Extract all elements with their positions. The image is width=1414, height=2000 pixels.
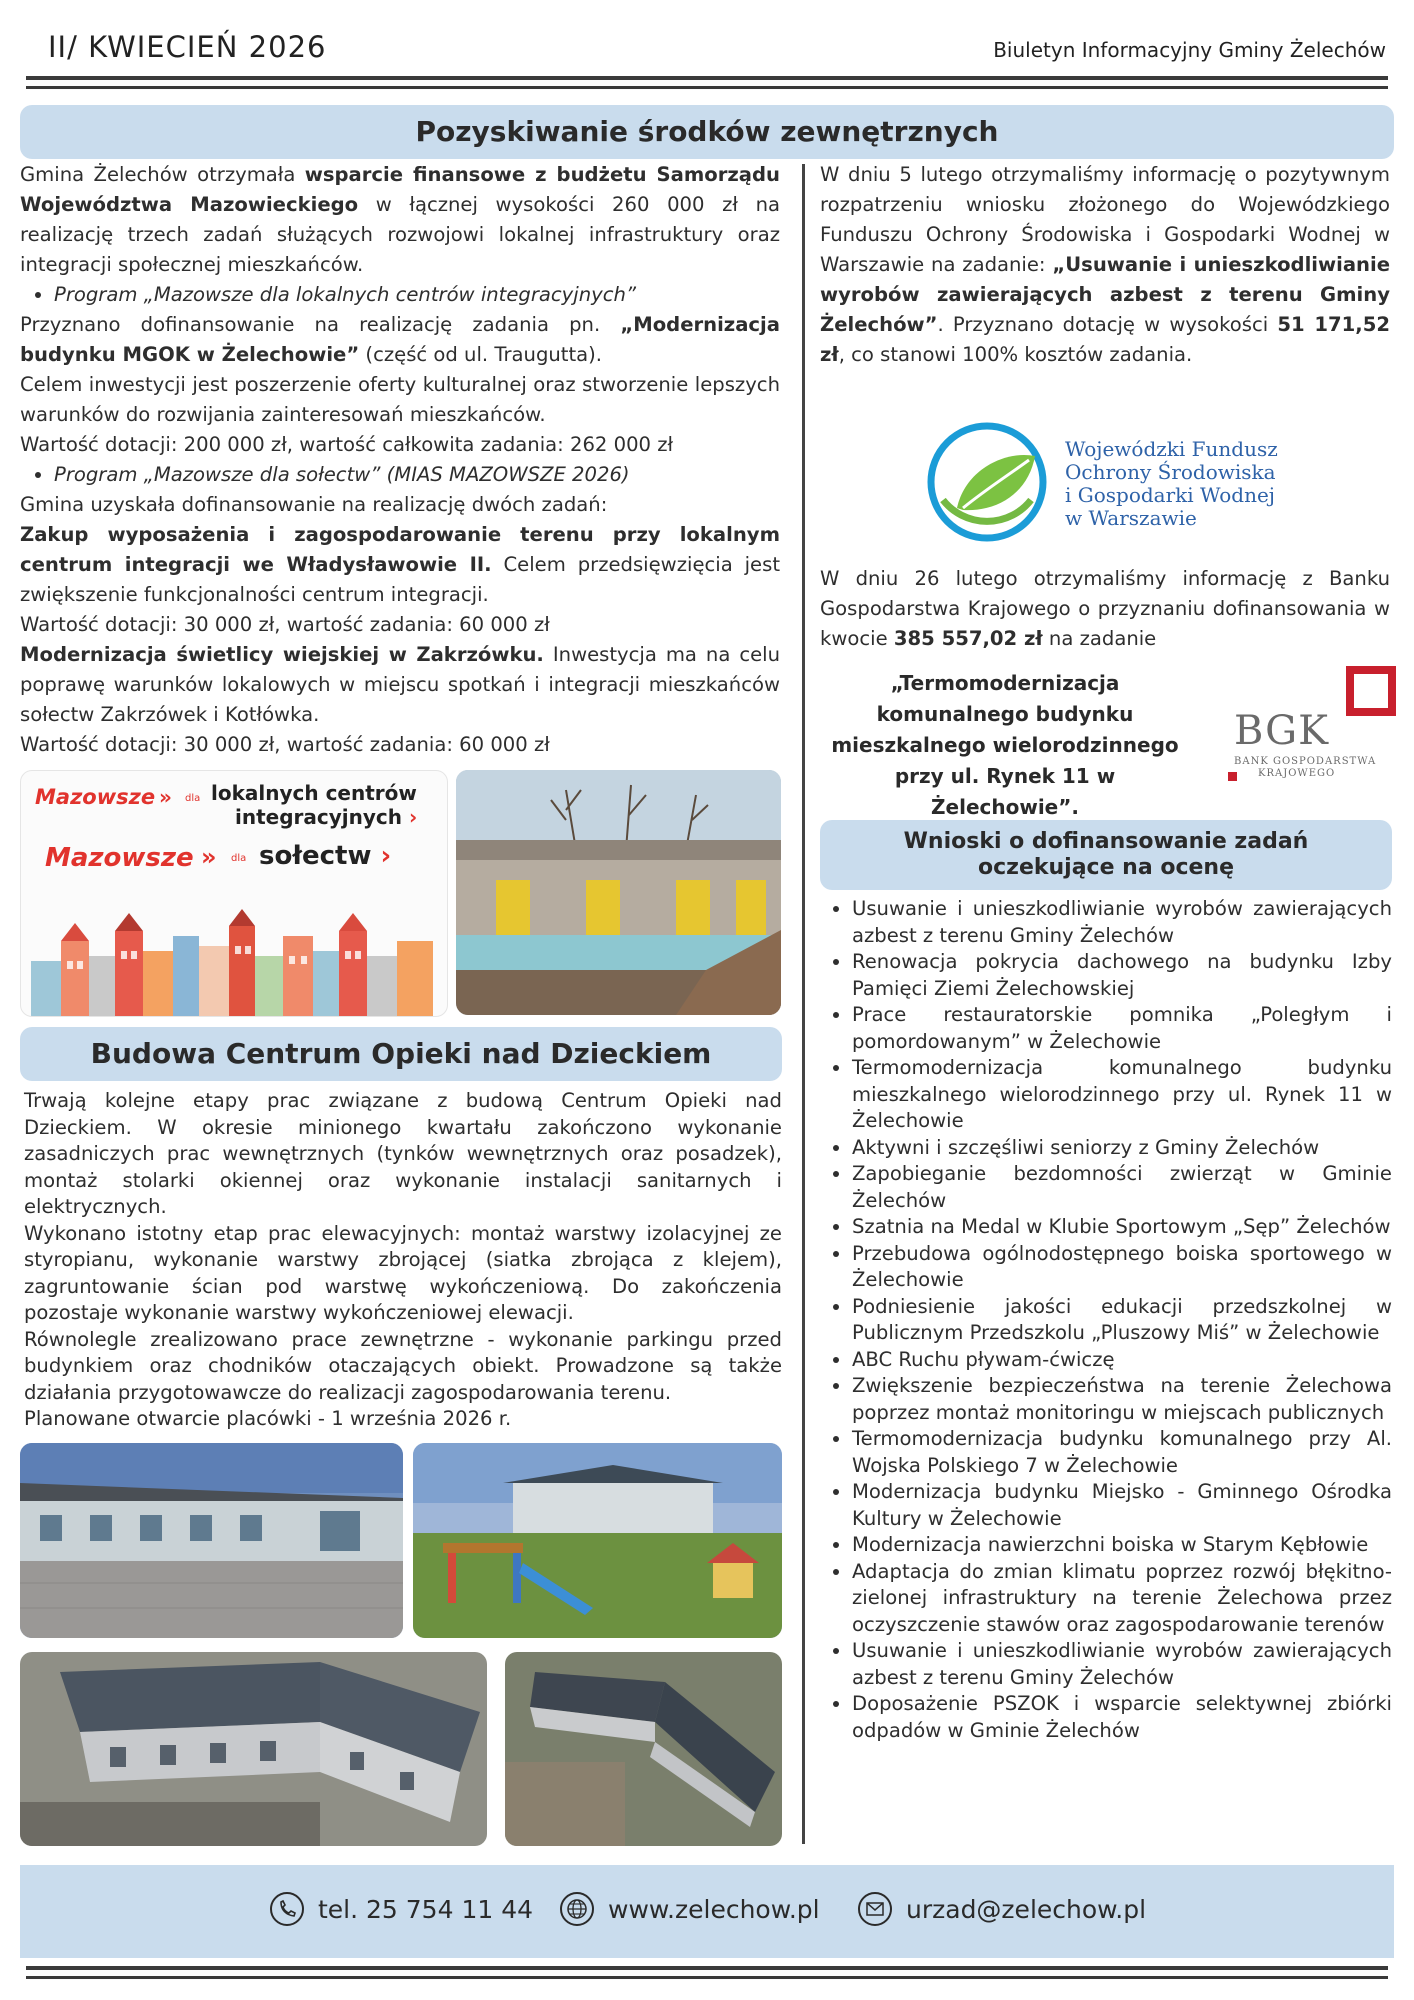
task-name-zakrzowek: Modernizacja świetlicy wiejskiej w Zakrzówku. bbox=[20, 643, 544, 666]
pending-application-item: • Usuwanie i unieszkodliwianie wyrobów zawierających azbest z terenu Gminy Żelechów bbox=[852, 896, 1392, 949]
text: Gmina uzyskała dofinansowanie na realizację dwóch zadań: bbox=[20, 493, 608, 516]
houses-illustration bbox=[21, 901, 447, 1016]
globe-icon bbox=[560, 1892, 594, 1926]
bgk-grant-text bbox=[820, 564, 1390, 654]
bgk-subtitle bbox=[1234, 756, 1376, 780]
pending-application-item: • Termomodernizacja komunalnego budynku mieszkalnego wielorodzinnego przy ul. Rynek 11 w Żelechowie bbox=[852, 1055, 1392, 1135]
pending-application-item: • Termomodernizacja budynku komunalnego przy Al. Wojska Polskiego 7 w Żelechowie bbox=[852, 1426, 1392, 1479]
mazowsze-brand: Mazowsze bbox=[45, 843, 194, 873]
logo-text-line: lokalnych centrów bbox=[211, 781, 417, 805]
chevron-icon: › bbox=[402, 805, 418, 829]
pending-application-item: • Modernizacja nawierzchni boiska w Starym Kębłowie bbox=[852, 1532, 1392, 1559]
logo-text-centers bbox=[211, 781, 417, 829]
opening-date-text: Planowane otwarcie placówki - 1 września 2026 r. bbox=[24, 1407, 512, 1430]
chevron-icon: » bbox=[201, 843, 217, 871]
community-center-construction-photo bbox=[456, 770, 781, 1015]
phone-icon bbox=[270, 1892, 304, 1926]
pending-application-item: • Usuwanie i unieszkodliwianie wyrobów zawierających azbest z terenu Gminy Żelechów bbox=[852, 1638, 1392, 1691]
task-name-asbestos: „Usuwanie i unieszkodliwianie wyrobów zawierających azbest z terenu Gminy Żelechów” bbox=[820, 253, 1390, 336]
phone-number: tel. 25 754 11 44 bbox=[318, 1894, 534, 1924]
text: Inwestycja ma na celu poprawę warunków lokalowych w miejscu spotkań i integracji mieszkańców sołectw Zakrzówek i Kotłówka. bbox=[20, 643, 781, 726]
program-bullet-solectwa: • Program „Mazowsze dla sołectw” (MIAS MAZOWSZE 2026) bbox=[54, 460, 780, 490]
logo-text-line: BANK GOSPODARSTWA bbox=[1234, 756, 1377, 767]
text: . Przyznano dotację w wysokości bbox=[937, 313, 1278, 336]
leaf-logo-icon bbox=[925, 420, 1050, 545]
pending-application-item: • Przebudowa ogólnodostępnego boiska sportowego w Żelechowie bbox=[852, 1241, 1392, 1294]
logo-text-line: KRAJOWEGO bbox=[1258, 768, 1336, 779]
contact-phone[interactable] bbox=[270, 1892, 533, 1926]
wfos-grant-text bbox=[820, 160, 1390, 370]
contact-email[interactable] bbox=[858, 1892, 1146, 1926]
text: w łącznej wysokości 260 000 zł na realizację trzech zadań służących rozwojowi lokalnej infrastruktury oraz integracji społecznej mieszkańców. bbox=[20, 193, 780, 276]
pending-application-item: • Doposażenie PSZOK i wsparcie selektywnej zbiórki odpadów w Gminie Żelechów bbox=[852, 1691, 1392, 1744]
funding-left-text bbox=[20, 160, 780, 760]
header-rule-bottom bbox=[26, 86, 1388, 89]
text-bold: wsparcie finansowe z budżetu Samorządu Województwa Mazowieckiego bbox=[20, 163, 780, 216]
text: W dniu 26 lutego otrzymaliśmy informację z Banku Gospodarstwa Krajowego o przyznaniu dofinansowania w kwocie bbox=[820, 567, 1390, 650]
text: Gmina Żelechów otrzymała bbox=[20, 163, 305, 186]
text: , co stanowi 100% kosztów zadania. bbox=[838, 343, 1193, 366]
pending-applications-list bbox=[820, 896, 1392, 1744]
grant-value-line: Wartość dotacji: 30 000 zł, wartość zadania: 60 000 zł bbox=[20, 733, 550, 756]
bgk-task-name: „Termomodernizacja komunalnego budynku mieszkalnego wielorodzinnego przy ul. Rynek 11 w Żelechowie”. bbox=[831, 671, 1179, 819]
grant-amount: 51 171,52 zł bbox=[820, 313, 1390, 366]
wfosigw-name bbox=[1065, 438, 1278, 530]
mazowsze-brand: Mazowsze bbox=[35, 785, 156, 809]
pending-application-item: • Podniesienie jakości edukacji przedszkolnej w Publicznym Przedszkolu „Pluszowy Miś” w Żelechowie bbox=[852, 1294, 1392, 1347]
logo-text-line: w Warszawie bbox=[1065, 506, 1197, 530]
section-title-line: oczekujące na ocenę bbox=[977, 855, 1234, 880]
logo-text-word: integracyjnych bbox=[235, 805, 403, 829]
pending-application-item: • Adaptacja do zmian klimatu poprzez rozwój błękitno-zielonej infrastruktury na terenie Żelechowa przez oczyszczenie stawów oraz zagospodarowanie terenów bbox=[852, 1559, 1392, 1639]
chevron-icon: › bbox=[371, 841, 392, 871]
section-title-funding: Pozyskiwanie środków zewnętrznych bbox=[20, 105, 1394, 159]
pending-application-item: • Aktywni i szczęśliwi seniorzy z Gminy Żelechów bbox=[852, 1135, 1392, 1162]
footer-rule-bottom bbox=[26, 1976, 1388, 1979]
grant-value-line: Wartość dotacji: 200 000 zł, wartość całkowita zadania: 262 000 zł bbox=[20, 433, 674, 456]
logo-text-solectwa bbox=[259, 841, 391, 871]
dla-label: dla bbox=[185, 793, 201, 804]
mazowsze-programs-logo bbox=[20, 770, 448, 1017]
text: Wykonano istotny etap prac elewacyjnych: montaż warstwy izolacyjnej ze styropianu, wykonanie warstwy zbrojącej (siatka zbrojąca z klejem), zagruntowanie ścian pod warstwę wykończeniową. Do zakończenia pozostaje wykonanie warstwy wykończeniowej elewacji. bbox=[24, 1221, 782, 1324]
childcare-playground-photo bbox=[413, 1443, 782, 1638]
bgk-name: BGK bbox=[1234, 708, 1329, 754]
column-divider bbox=[802, 164, 805, 1844]
text: Równolegle zrealizowano prace zewnętrzne - wykonanie parkingu przed budynkiem oraz chodników otaczających obiekt. Prowadzone są także działania przygotowawcze do realizacji zagospodarowania terenu. bbox=[24, 1327, 782, 1404]
chevron-icon: » bbox=[159, 785, 172, 809]
header-rule-top bbox=[26, 76, 1388, 80]
pending-application-item: • Renowacja pokrycia dachowego na budynku Izby Pamięci Ziemi Żelechowskiej bbox=[852, 949, 1392, 1002]
text: Celem przedsięwzięcia jest zwiększenie funkcjonalności centrum integracji. bbox=[20, 553, 780, 606]
wfosigw-logo bbox=[925, 420, 1305, 545]
email-address: urzad@zelechow.pl bbox=[906, 1894, 1147, 1924]
pending-application-item: • Zwiększenie bezpieczeństwa na terenie Żelechowa poprzez montaż monitoringu w miejscach publicznych bbox=[852, 1373, 1392, 1426]
text: Trwają kolejne etapy prac związane z budową Centrum Opieki nad Dzieckiem. W okresie minionego kwartału zakończono wykonanie zasadniczych prac wewnętrznych (tynków wewnętrznych oraz posadzek), montaż stolarki okiennej oraz wykonanie instalacji sanitarnych i elektrycznych. bbox=[24, 1089, 782, 1218]
text: W dniu 5 lutego otrzymaliśmy informację o pozytywnym rozpatrzeniu wniosku złożonego do Wojewódzkiego Funduszu Ochrony Środowiska i Gospodarki Wodnej w Warszawie na zadanie: bbox=[820, 163, 1390, 276]
grant-amount: 385 557,02 zł bbox=[893, 627, 1043, 650]
pending-application-item: • ABC Ruchu pływam-ćwiczę bbox=[852, 1347, 1392, 1374]
publication-title: Biuletyn Informacyjny Gminy Żelechów bbox=[993, 38, 1386, 62]
issue-label: II/ KWIECIEŃ 2026 bbox=[48, 30, 327, 64]
pending-application-item: • Modernizacja budynku Miejsko - Gminnego Ośrodka Kultury w Żelechowie bbox=[852, 1479, 1392, 1532]
logo-text-line: Ochrony Środowiska bbox=[1065, 460, 1276, 484]
logo-text-line bbox=[211, 805, 417, 829]
bgk-logo bbox=[1228, 660, 1393, 790]
footer-rule-top bbox=[26, 1966, 1388, 1970]
text: Przyznano dofinansowanie na realizację zadania pn. bbox=[20, 313, 621, 336]
section-title-childcare: Budowa Centrum Opieki nad Dzieckiem bbox=[20, 1027, 782, 1081]
section-title-line: Wnioski o dofinansowanie zadań bbox=[903, 829, 1309, 854]
logo-text-word: sołectw bbox=[259, 841, 372, 871]
task-name-mgok: „Modernizacja budynku MGOK w Żelechowie” bbox=[20, 313, 780, 366]
task-name-wladyslawowo: Zakup wyposażenia i zagospodarowanie terenu przy lokalnym centrum integracji we Władysławowie II. bbox=[20, 523, 780, 576]
pending-application-item: • Prace restauratorskie pomnika „Poległym i pomordowanym” w Żelechowie bbox=[852, 1002, 1392, 1055]
section-title-pending bbox=[820, 820, 1392, 890]
childcare-aerial-photo-1 bbox=[20, 1652, 487, 1846]
pending-applications-list-wrap bbox=[820, 896, 1392, 1744]
contact-website[interactable] bbox=[560, 1892, 820, 1926]
text: (część od ul. Traugutta). bbox=[359, 343, 603, 366]
pending-application-item: • Szatnia na Medal w Klubie Sportowym „Sęp” Żelechów bbox=[852, 1214, 1392, 1241]
bgk-logo-icon bbox=[1346, 666, 1396, 716]
footer-contact-band bbox=[20, 1865, 1394, 1958]
childcare-building-photo-front bbox=[20, 1443, 403, 1638]
childcare-aerial-photo-2 bbox=[505, 1652, 782, 1846]
dla-label: dla bbox=[231, 853, 247, 864]
website-url: www.zelechow.pl bbox=[608, 1894, 820, 1924]
program-bullet-centers: • Program „Mazowsze dla lokalnych centrów integracyjnych” bbox=[54, 280, 780, 310]
text: Celem inwestycji jest poszerzenie oferty kulturalnej oraz stworzenie lepszych warunków do rozwijania zainteresowań mieszkańców. bbox=[20, 373, 780, 426]
logo-text-line: i Gospodarki Wodnej bbox=[1065, 483, 1275, 507]
logo-text-line: Wojewódzki Fundusz bbox=[1065, 437, 1278, 461]
pending-application-item: • Zapobieganie bezdomności zwierząt w Gminie Żelechów bbox=[852, 1161, 1392, 1214]
mail-icon bbox=[858, 1892, 892, 1926]
text: na zadanie bbox=[1042, 627, 1157, 650]
grant-value-line: Wartość dotacji: 30 000 zł, wartość zadania: 60 000 zł bbox=[20, 613, 550, 636]
childcare-text bbox=[24, 1088, 782, 1433]
